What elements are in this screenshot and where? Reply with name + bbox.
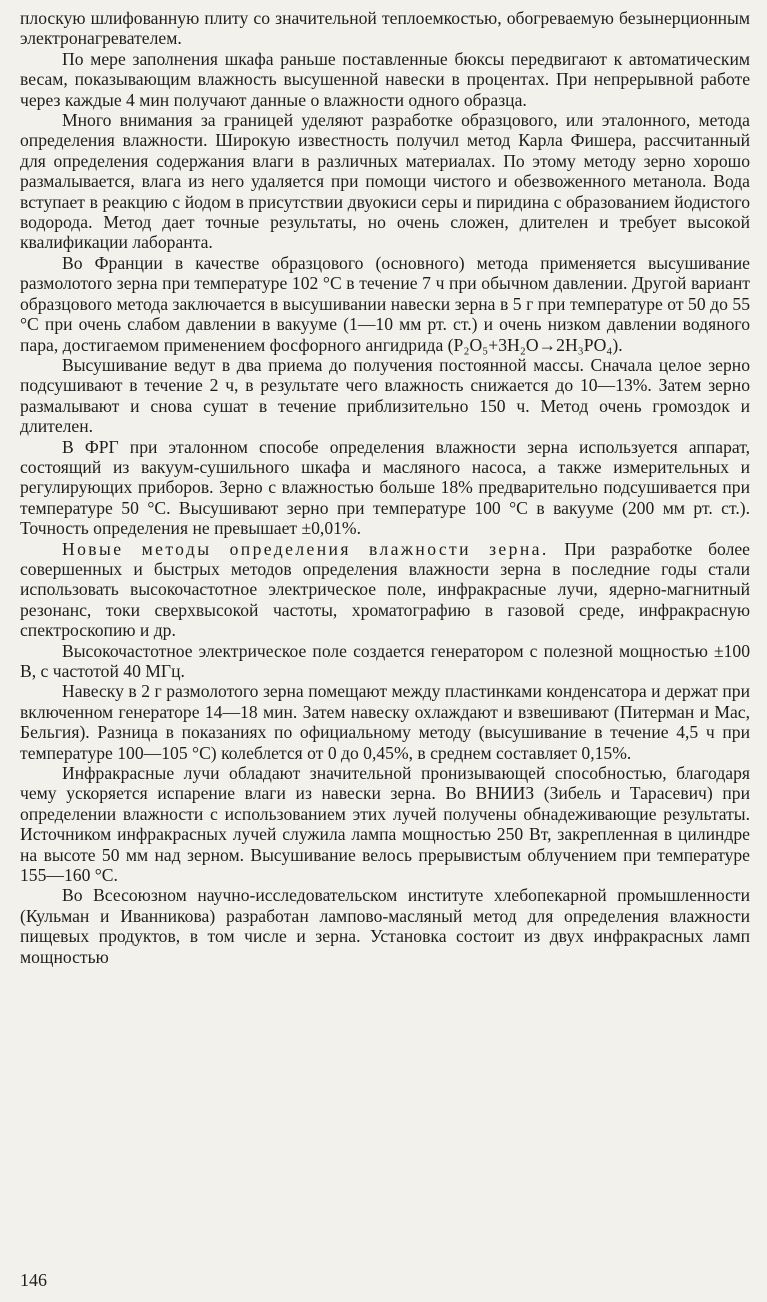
paragraph-9: Навеску в 2 г размолотого зерна помещают между пластинками конденсатора и держат при включенном генераторе 14—18 мин. Затем навеску охлаждают и взвешивают (Питерман и Мас, Бельгия). Разница в показаниях по официальному методу (высушивание в течение 4,5 ч при температуре 100—105 °С) колеблется от 0 до 0,45%, в среднем составляет 0,15%. [20, 681, 750, 763]
paragraph-5: Высушивание ведут в два приема до получения постоянной массы. Сначала целое зерно подсушивают в течение 2 ч, в результате чего влажность снижается до 10—13%. Затем зерно размалывают и снова сушат в течение приблизительно 150 ч. Метод очень громоздок и длителен. [20, 354, 750, 437]
paragraph-4: Во Франции в качестве образцового (основного) метода применяется высушивание размолотого зерна при температуре 102 °С в течение 7 ч при обычном давлении. Другой вариант образцового метода заключается в высушивании навески зерна в 5 г при температуре от 50 до 55 °С при очень слабом давлении в вакууме (1—10 мм рт. ст.) и очень низком давлении водяного пара, достигаемом применением фосфорного ангидрида (P₂O₅+3H₂O→2H₃PO₄). [20, 252, 750, 355]
paragraph-11: Во Всесоюзном научно-исследовательском институте хлебопекарной промышленности (Кульман и Иванникова) разработан лампово-масляный метод для определения влажности пищевых продуктов, в том числе и зерна. Установка состоит из двух инфракрасных ламп мощностью [20, 885, 750, 967]
paragraph-7 [20, 539, 750, 641]
paragraph-2: По мере заполнения шкафа раньше поставленные бюксы передвигают к автоматическим весам, показывающим влажность высушенной навески в процентах. При непрерывной работе через каждые 4 мин получают данные о влажности одного образца. [20, 48, 750, 110]
page-body [20, 8, 750, 967]
paragraph-1: плоскую шлифованную плиту со значительной теплоемкостью, обогреваемую безынерционным электронагревателем. [20, 8, 750, 49]
paragraph-7-text: При разработке более совершенных и быстрых методов определения влажности зерна в последние годы стали использовать высокочастотное электрическое поле, инфракрасные лучи, ядерно-магнитный резонанс, токи сверхвысокой частоты, хроматографию в газовой среде, инфракрасную спектроскопию и др. [20, 538, 750, 641]
page-number: 146 [20, 1270, 47, 1290]
paragraph-10: Инфракрасные лучи обладают значительной пронизывающей способностью, благодаря чему ускоряется испарение влаги из навески зерна. Во ВНИИЗ (Зибель и Тарасевич) при определении влажности с использованием этих лучей получены обнадеживающие результаты. Источником инфракрасных лучей служила лампа мощностью 250 Вт, закрепленная в цилиндре на высоте 50 мм над зерном. Высушивание велось прерывистым облучением при температуре 155—160 °С. [20, 763, 750, 886]
paragraph-8: Высокочастотное электрическое поле создается генератором с полезной мощностью ±100 В, с частотой 40 МГц. [20, 640, 750, 681]
paragraph-6: В ФРГ при эталонном способе определения влажности зерна используется аппарат, состоящий из вакуум-сушильного шкафа и масляного насоса, а также измерительных и регулирующих приборов. Зерно с влажностью больше 18% предварительно подсушивается при температуре 50 °С. Высушивают зерно при температуре 100 °С в вакууме (200 мм рт. ст.). Точность определения не превышает ±0,01%. [20, 436, 750, 539]
section-run-in-heading: Новые методы определения влажности зерна. [62, 538, 549, 559]
paragraph-3: Много внимания за границей уделяют разработке образцового, или эталонного, метода определения влажности. Широкую известность получил метод Карла Фишера, рассчитанный для определения содержания влаги в различных материалах. По этому методу зерно хорошо размалывается, влага из него удаляется при помощи чистого и обезвоженного метанола. Вода вступает в реакцию с йодом в присутствии двуокиси серы и пиридина с образованием йодистого водорода. Метод дает точные результаты, но очень сложен, длителен и требует высокой квалификации лаборанта. [20, 110, 750, 253]
